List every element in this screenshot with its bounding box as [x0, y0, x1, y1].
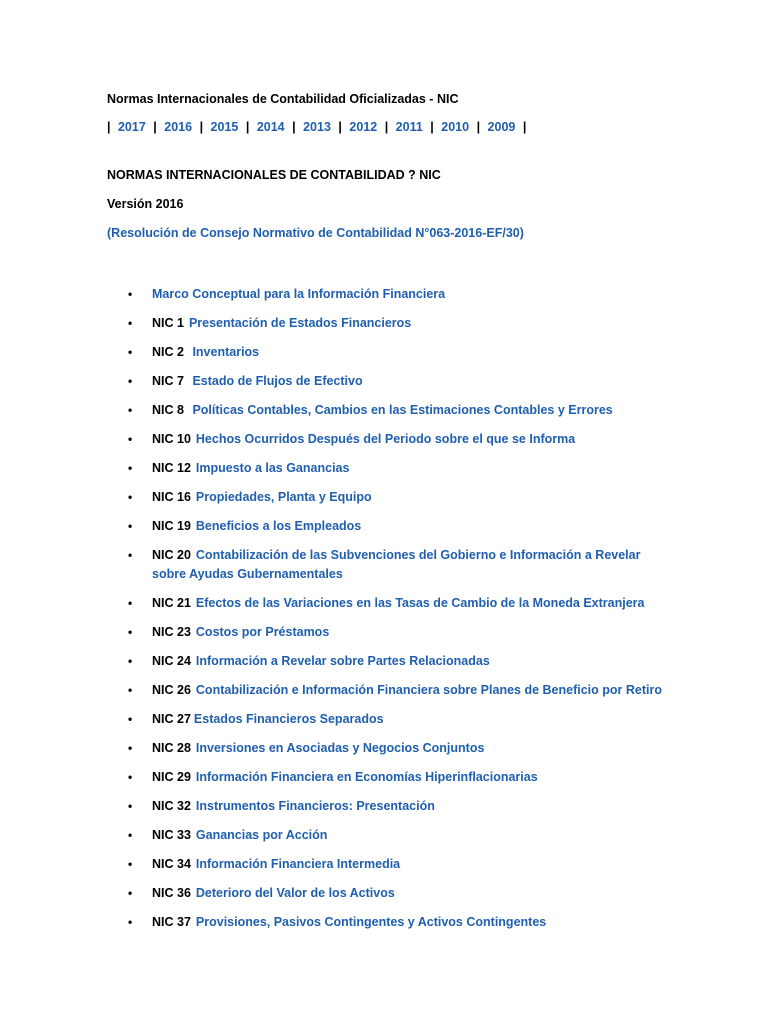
year-separator: |	[384, 120, 389, 134]
bullet-icon: •	[128, 345, 133, 359]
resolution-link[interactable]: (Resolución de Consejo Normativo de Contabilidad N°063-2016-EF/30)	[107, 226, 524, 240]
bullet-icon: •	[128, 374, 133, 388]
section-heading: NORMAS INTERNACIONALES DE CONTABILIDAD ? NIC	[107, 168, 441, 182]
year-separator: |	[199, 120, 204, 134]
list-item	[0, 314, 768, 343]
year-link-2012[interactable]: 2012	[349, 120, 378, 134]
year-separator: |	[107, 120, 111, 134]
list-item	[0, 285, 768, 314]
list-item	[0, 739, 768, 768]
bullet-icon: •	[128, 403, 133, 417]
year-link-2011[interactable]: 2011	[395, 120, 423, 134]
bullet-icon: •	[128, 519, 133, 533]
page-title: Normas Internacionales de Contabilidad Oficializadas - NIC	[107, 92, 459, 106]
list-item	[0, 826, 768, 855]
year-separator: |	[476, 120, 481, 134]
list-item	[0, 401, 768, 430]
nic-code: NIC 23	[152, 625, 191, 639]
list-item	[0, 652, 768, 681]
bullet-icon: •	[128, 287, 133, 301]
bullet-icon: •	[128, 596, 133, 610]
bullet-icon: •	[128, 712, 133, 726]
nic-code: NIC 28	[152, 741, 191, 755]
list-item	[0, 546, 768, 594]
bullet-icon: •	[128, 432, 133, 446]
nic-code: NIC 8	[152, 403, 184, 417]
list-item	[0, 372, 768, 401]
bullet-icon: •	[128, 625, 133, 639]
nic-code: NIC 7	[152, 374, 184, 388]
nic-link[interactable]: Efectos de las Variaciones en las Tasas de Cambio de la Moneda Extranjera	[195, 596, 645, 610]
nic-code: NIC 24	[152, 654, 191, 668]
year-separator: |	[338, 120, 342, 134]
year-link-2016[interactable]: 2016	[164, 120, 193, 134]
nic-link[interactable]: Políticas Contables, Cambios en las Estimaciones Contables y Errores	[192, 403, 613, 417]
list-item	[0, 459, 768, 488]
nic-link[interactable]: Presentación de Estados Financieros	[188, 316, 412, 330]
year-separator: |	[430, 120, 434, 134]
nic-code: NIC 12	[152, 461, 191, 475]
list-item	[0, 488, 768, 517]
year-link-2013[interactable]: 2013	[303, 120, 331, 134]
bullet-icon: •	[128, 490, 133, 504]
nic-code: NIC 27	[152, 712, 191, 726]
bullet-icon: •	[128, 828, 133, 842]
bullet-icon: •	[128, 316, 133, 330]
nic-link[interactable]: Información a Revelar sobre Partes Relacionadas	[195, 654, 490, 668]
list-item	[0, 710, 768, 739]
year-link-2015[interactable]: 2015	[210, 120, 239, 134]
nic-link[interactable]: Información Financiera en Economías Hiperinflacionarias	[195, 770, 538, 784]
nic-link[interactable]: Hechos Ocurridos Después del Periodo sobre el que se Informa	[195, 432, 576, 446]
list-item	[0, 517, 768, 546]
nic-code: NIC 10	[152, 432, 191, 446]
nic-code: NIC 36	[152, 886, 191, 900]
nic-link[interactable]: Información Financiera Intermedia	[195, 857, 401, 871]
list-item	[0, 430, 768, 459]
nic-link[interactable]: Estados Financieros Separados	[193, 712, 384, 726]
list-item	[0, 343, 768, 372]
year-link-2009[interactable]: 2009	[487, 120, 516, 134]
nic-code: NIC 26	[152, 683, 191, 697]
bullet-icon: •	[128, 799, 133, 813]
nic-code: NIC 37	[152, 915, 191, 929]
nic-link[interactable]: Estado de Flujos de Efectivo	[192, 374, 363, 388]
year-separator: |	[153, 120, 157, 134]
year-link-2014[interactable]: 2014	[256, 120, 285, 134]
nic-link[interactable]: Instrumentos Financieros: Presentación	[195, 799, 435, 813]
year-separator: |	[245, 120, 250, 134]
bullet-icon: •	[128, 857, 133, 871]
nic-link[interactable]: Ganancias por Acción	[195, 828, 328, 842]
nic-code: NIC 32	[152, 799, 191, 813]
year-separator: |	[522, 120, 527, 134]
bullet-icon: •	[128, 915, 133, 929]
bullet-icon: •	[128, 461, 133, 475]
nic-link[interactable]: Deterioro del Valor de los Activos	[195, 886, 395, 900]
list-item	[0, 594, 768, 623]
bullet-icon: •	[128, 886, 133, 900]
list-item	[0, 884, 768, 913]
year-links	[107, 120, 530, 134]
nic-link[interactable]: Contabilización e Información Financiera sobre Planes de Beneficio por Retiro	[195, 683, 662, 697]
nic-link[interactable]: Propiedades, Planta y Equipo	[195, 490, 372, 504]
nic-code: NIC 21	[152, 596, 191, 610]
nic-link[interactable]: Inventarios	[192, 345, 260, 359]
bullet-icon: •	[128, 770, 133, 784]
nic-code: NIC 1	[152, 316, 184, 330]
nic-link[interactable]: Impuesto a las Ganancias	[195, 461, 350, 475]
version-label: Versión 2016	[107, 197, 184, 211]
bullet-icon: •	[128, 548, 133, 562]
list-item	[0, 913, 768, 942]
nic-code: NIC 19	[152, 519, 191, 533]
nic-link[interactable]: Beneficios a los Empleados	[195, 519, 362, 533]
nic-link[interactable]: Marco Conceptual para la Información Financiera	[152, 287, 446, 301]
nic-list	[0, 285, 768, 942]
year-separator: |	[292, 120, 296, 134]
list-item	[0, 855, 768, 884]
list-item	[0, 681, 768, 710]
nic-link[interactable]: Inversiones en Asociadas y Negocios Conjuntos	[195, 741, 485, 755]
nic-link[interactable]: Provisiones, Pasivos Contingentes y Activos Contingentes	[195, 915, 547, 929]
year-link-2010[interactable]: 2010	[441, 120, 470, 134]
nic-code: NIC 16	[152, 490, 191, 504]
list-item	[0, 768, 768, 797]
nic-link[interactable]: Costos por Préstamos	[195, 625, 330, 639]
year-link-2017[interactable]: 2017	[117, 120, 146, 134]
nic-link[interactable]: Contabilización de las Subvenciones del Gobierno e Información a Revelar sobre Ayudas Gubernamentales	[152, 548, 641, 581]
nic-code: NIC 34	[152, 857, 191, 871]
bullet-icon: •	[128, 654, 133, 668]
nic-code: NIC 33	[152, 828, 191, 842]
nic-code: NIC 20	[152, 548, 191, 562]
bullet-icon: •	[128, 741, 133, 755]
list-item	[0, 623, 768, 652]
bullet-icon: •	[128, 683, 133, 697]
list-item	[0, 797, 768, 826]
nic-code: NIC 2	[152, 345, 184, 359]
nic-code: NIC 29	[152, 770, 191, 784]
